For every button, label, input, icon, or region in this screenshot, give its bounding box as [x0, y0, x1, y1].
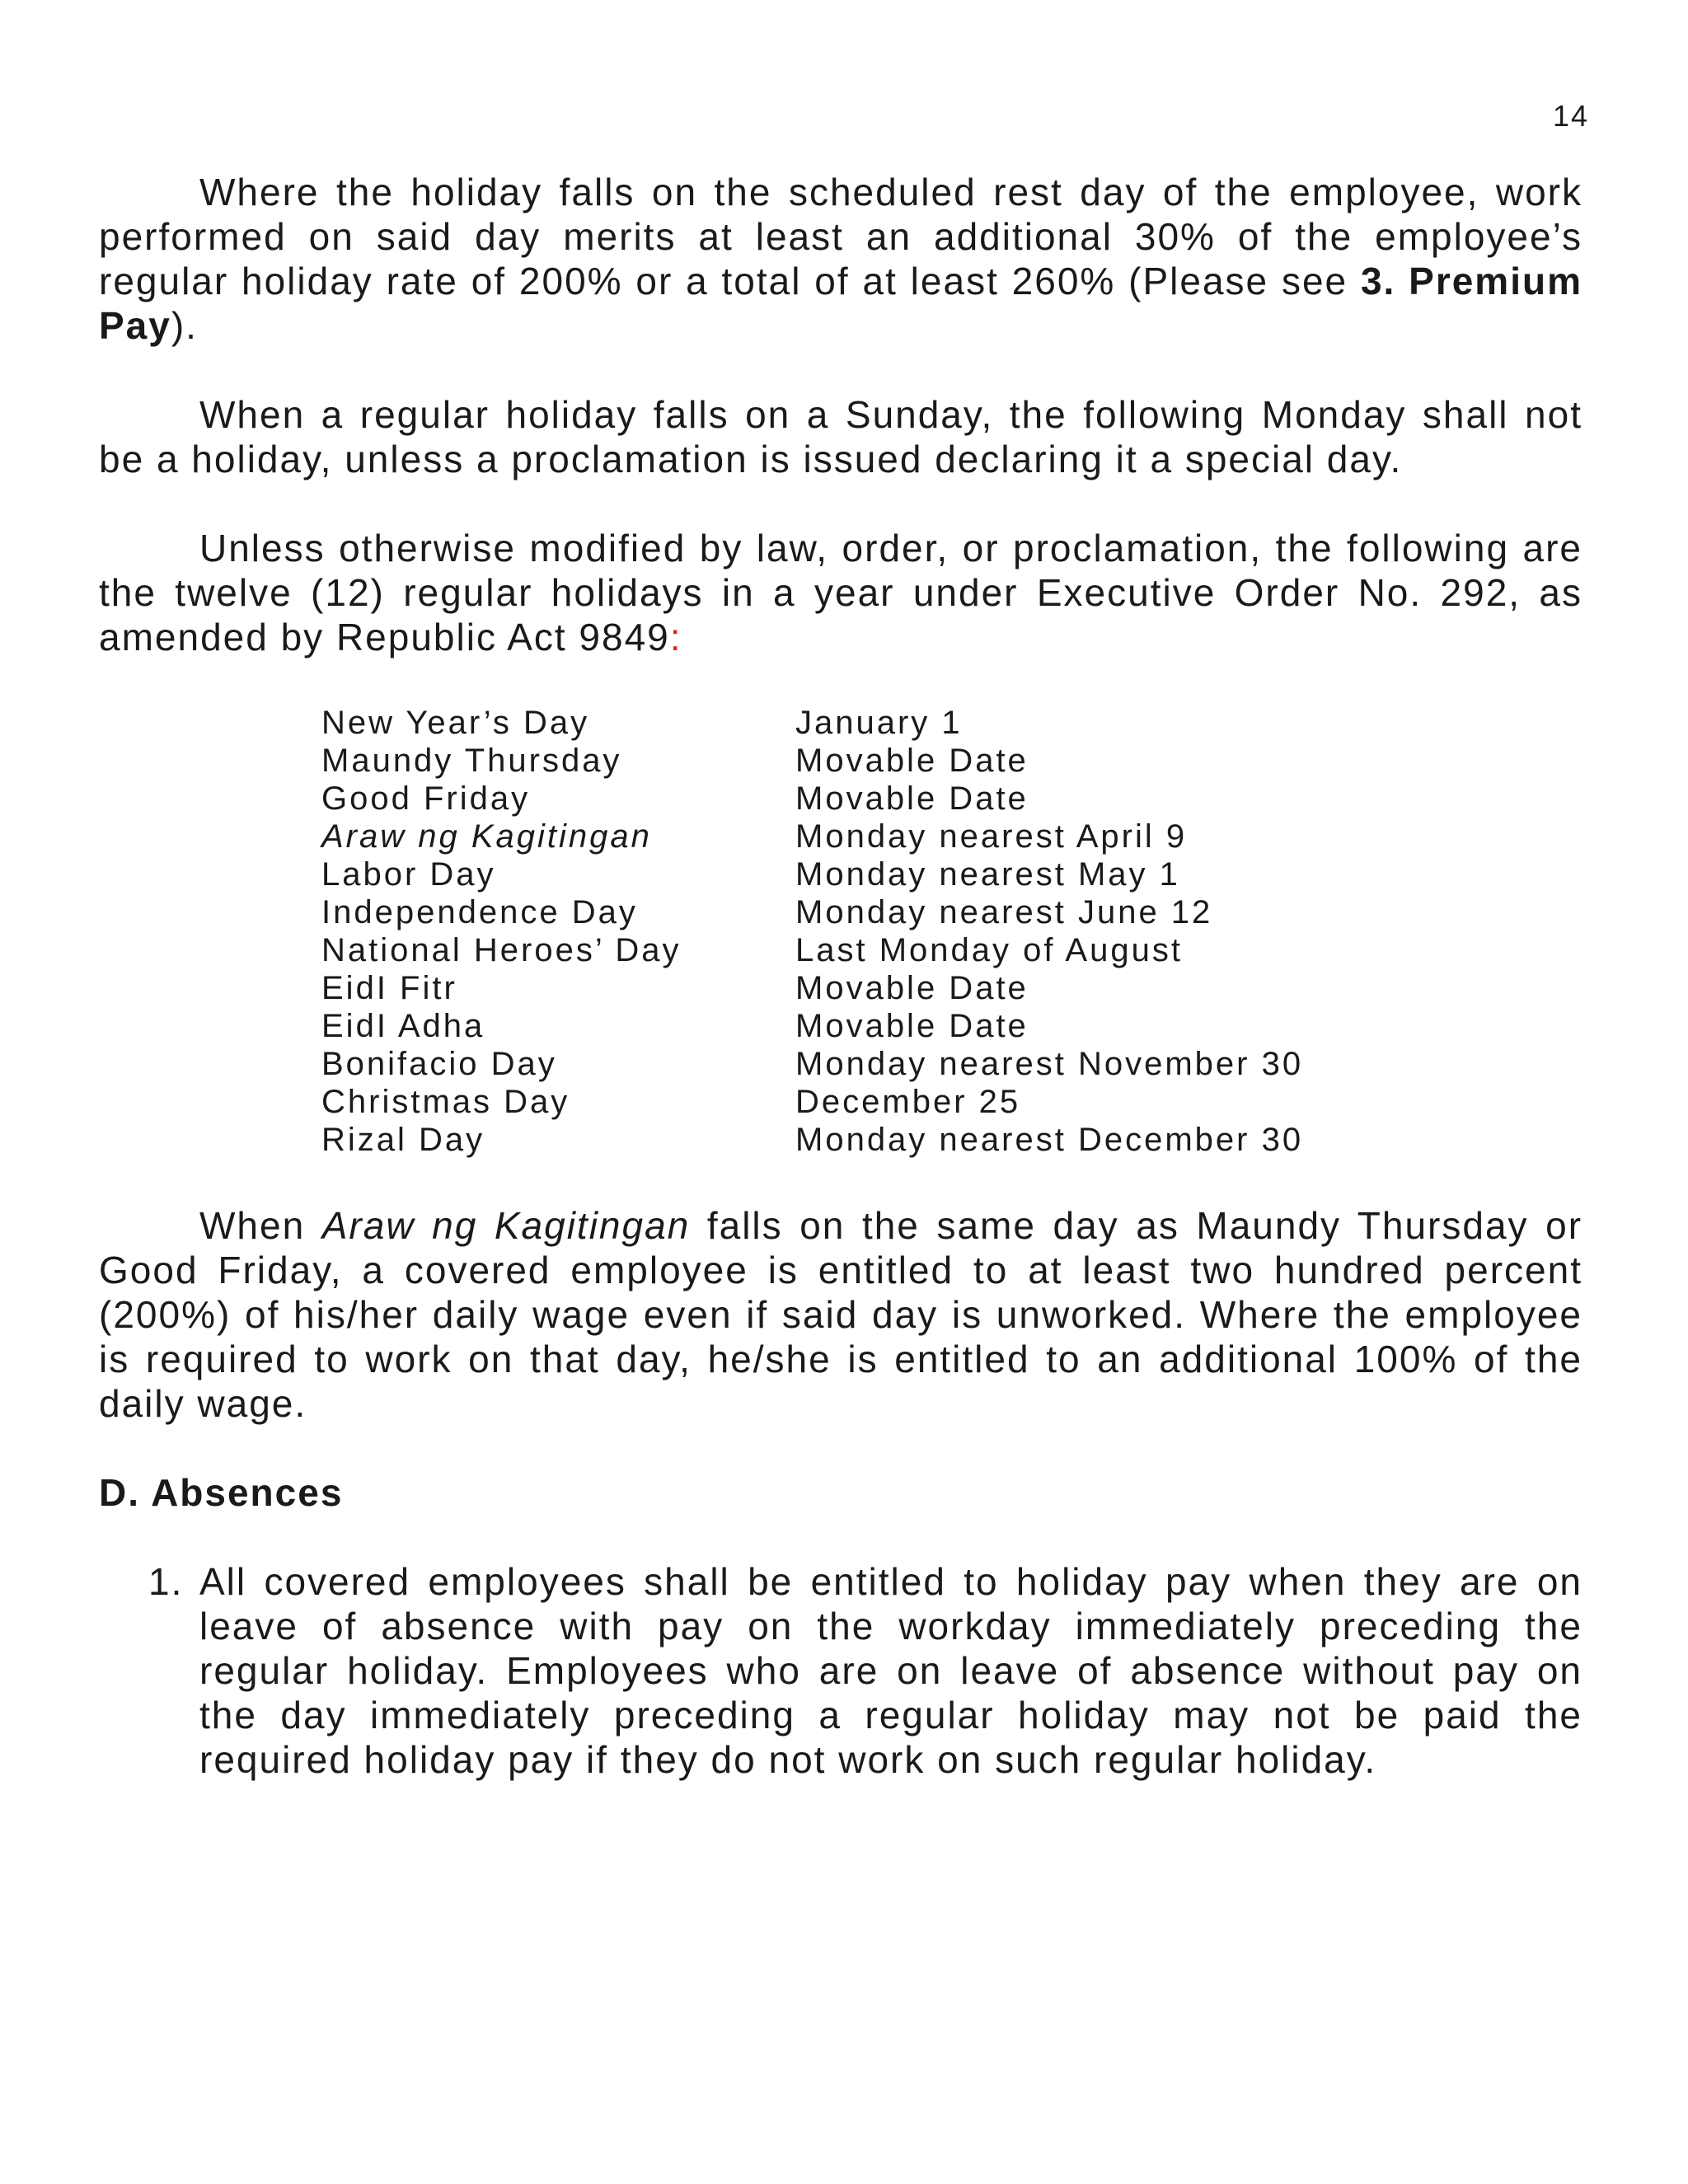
paragraph-rest-day-end: ).	[171, 304, 198, 347]
holiday-name: New Year’s Day	[321, 705, 590, 741]
holiday-name: Labor Day	[321, 856, 496, 893]
araw-ng-kagitingan-term: Araw ng Kagitingan	[321, 1204, 691, 1247]
paragraph-sunday-holiday: When a regular holiday falls on a Sunday, the following Monday shall not be a holiday, unless a proclamation is issued declaring it a special day.	[99, 393, 1582, 480]
holiday-name: EidI Adha	[321, 1008, 485, 1044]
holiday-name: Araw ng Kagitingan	[321, 818, 652, 855]
holiday-name: Christmas Day	[321, 1084, 570, 1120]
holiday-date: Movable Date	[795, 743, 1029, 779]
holiday-name: Bonifacio Day	[321, 1046, 557, 1082]
paragraph-regular-holidays-intro-text: Unless otherwise modified by law, order, or proclamation, the following are the twelve (12) regular holidays in a year under Executive Order No. 292, as amended by Republic Act 9849	[99, 527, 1582, 658]
holiday-date: Monday nearest December 30	[795, 1122, 1304, 1158]
list-item-number: 1.	[148, 1560, 184, 1603]
holiday-row	[321, 818, 1582, 855]
holiday-row	[321, 1045, 1582, 1083]
holiday-row	[321, 855, 1582, 893]
holiday-name: Independence Day	[321, 894, 638, 930]
holiday-date: Monday nearest November 30	[795, 1046, 1304, 1082]
paragraph-araw-ng-kagitingan	[99, 1203, 1582, 1426]
holiday-date: Monday nearest May 1	[795, 856, 1180, 893]
holiday-row	[321, 1121, 1582, 1159]
holiday-row	[321, 704, 1582, 742]
holiday-row	[321, 1007, 1582, 1045]
paragraph-rest-day	[99, 170, 1582, 348]
section-heading-absences: D. Absences	[99, 1471, 344, 1514]
holiday-date: Movable Date	[795, 780, 1029, 817]
holiday-date: December 25	[795, 1084, 1021, 1120]
list-item	[148, 1559, 1582, 1782]
holiday-row	[321, 931, 1582, 969]
holiday-date: Movable Date	[795, 1008, 1029, 1044]
holiday-date: January 1	[795, 705, 963, 741]
holiday-date: Movable Date	[795, 970, 1029, 1006]
holiday-row	[321, 780, 1582, 818]
holiday-name: Rizal Day	[321, 1122, 485, 1158]
holiday-row	[321, 742, 1582, 780]
holiday-date: Monday nearest April 9	[795, 818, 1188, 855]
paragraph-regular-holidays-intro	[99, 526, 1582, 659]
page-number: 14	[1552, 99, 1589, 133]
premium-pay-reference: 3. Premium Pay	[99, 260, 1582, 347]
paragraph-rest-day-text: Where the holiday falls on the scheduled rest day of the employee, work performed on said day merits at least an additional 30% of the employee’s regular holiday rate of 200% or a total of at least 260% (Please see	[99, 171, 1582, 302]
list-item-text: All covered employees shall be entitled to holiday pay when they are on leave of absence with pay on the workday immediately preceding the regular holiday. Employees who are on leave of absence without pay on the day immediately preceding a regular holiday may not be paid the required holiday pay if they do not work on such regular holiday.	[199, 1560, 1582, 1781]
holiday-table	[321, 704, 1582, 1159]
holiday-name: Maundy Thursday	[321, 743, 622, 779]
holiday-row	[321, 1083, 1582, 1121]
holiday-row	[321, 969, 1582, 1007]
red-colon: :	[669, 616, 682, 658]
holiday-date: Monday nearest June 12	[795, 894, 1213, 930]
paragraph-araw-text-end: falls on the same day as Maundy Thursday or Good Friday, a covered employee is entitled to at least two hundred percent (200%) of his/her daily wage even if said day is unworked. Where the employee is required to work on that day, he/she is entitled to an additional 100% of the daily wage.	[99, 1204, 1583, 1425]
holiday-name: National Heroes’ Day	[321, 932, 682, 968]
paragraph-araw-text-start: When	[199, 1204, 322, 1247]
holiday-row	[321, 893, 1582, 931]
document-body	[99, 170, 1582, 1782]
holiday-name: EidI Fitr	[321, 970, 457, 1006]
holiday-date: Last Monday of August	[795, 932, 1183, 968]
holiday-name: Good Friday	[321, 780, 531, 817]
